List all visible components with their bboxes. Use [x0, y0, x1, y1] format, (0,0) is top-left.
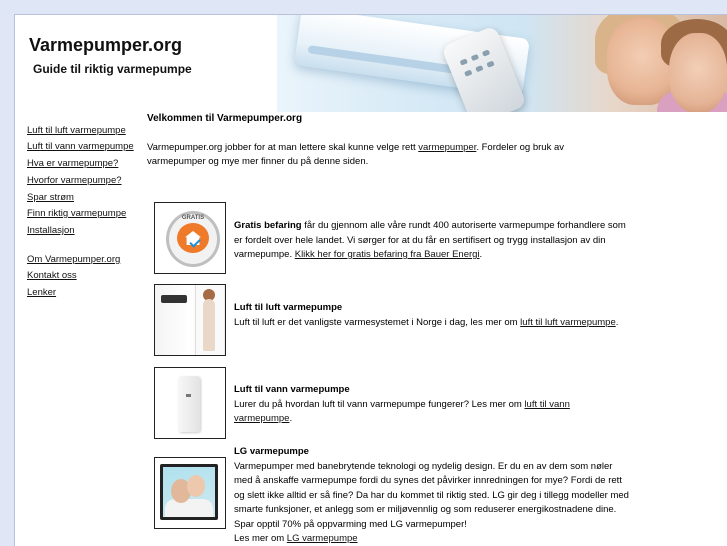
indoor-unit	[161, 295, 187, 303]
remote-button	[486, 61, 494, 68]
item-text-end: .	[289, 413, 293, 424]
gratis-befaring-link[interactable]: Klikk her for gratis befaring fra Bauer Energi	[294, 249, 480, 260]
item-text: Lurer du på hvordan luft til vann varmepumpe fungerer? Les mer om	[234, 398, 525, 410]
item-luft-til-vann	[234, 383, 629, 427]
luft-til-vann-image[interactable]	[154, 367, 226, 439]
luft-til-vann-link[interactable]: luft til vann varmepumpe	[234, 398, 570, 424]
item-text-end: .	[479, 249, 483, 260]
page	[14, 14, 727, 546]
item-text: Varmepumper med banebrytende teknologi og nydelig design. Er du en av dem som nøler med å anskaffe varmepumpe fordi du synes det påvirker innredningen for mye? Fordi de rett og slett ikke alltid er så fine? Da har du kommet til riktig sted. LG gir deg i tillegg modeller med smarte funksjoner, et anlegg som er miljøvennlig og som reduserer energikostnadene dine. Spar opptil 70% på oppvarming med LG varmepumper!	[234, 460, 629, 530]
nav-link-kontakt[interactable]: Kontakt oss	[27, 270, 77, 281]
item-title: Luft til luft varmepumpe	[234, 302, 343, 313]
remote-button	[464, 70, 472, 77]
remote-button	[475, 65, 483, 72]
item-title: LG varmepumpe	[234, 446, 309, 457]
intro-text-end: . Fordeler og bruk av varmepumper og mye mer finner du på denne siden.	[147, 142, 564, 167]
item-gratis-befaring	[234, 219, 629, 263]
item-title: Gratis befaring	[234, 220, 302, 231]
site-title[interactable]: Varmepumper.org	[29, 35, 183, 55]
item-text: får du gjennom alle våre rundt 400 autoriserte varmepumpe forhandlere som er fordelt over hele landet. Vi sørger for at du får en sertifisert og trygg installasjon av din varmepumpe.	[234, 220, 626, 260]
badge-circle	[166, 211, 220, 267]
item-title: Luft til vann varmepumpe	[234, 384, 350, 395]
remote-button	[482, 49, 490, 56]
item-text-end: .	[615, 316, 619, 328]
nav-link-hva-er[interactable]: Hva er varmepumpe?	[27, 158, 119, 169]
water-heater-unit	[178, 376, 200, 432]
header-banner-image	[277, 15, 727, 112]
nav-link-installasjon[interactable]: Installasjon	[27, 225, 75, 236]
intro-text-start: Varmepumper.org jobber for at man lettere skal kunne velge rett	[147, 142, 419, 153]
intro-text	[147, 141, 597, 169]
nav-link-hvorfor[interactable]: Hvorfor varmepumpe?	[27, 175, 122, 186]
intro-link-varmepumper[interactable]: varmepumper	[418, 142, 477, 153]
people-shirts	[165, 499, 213, 517]
luft-til-luft-link[interactable]: luft til luft varmepumpe	[520, 316, 616, 328]
remote-button	[460, 58, 468, 65]
nav-link-spar-strom[interactable]: Spar strøm	[27, 192, 74, 203]
girl-face	[669, 33, 727, 112]
badge-text: GRATIS	[181, 215, 205, 221]
nav-link-luft-til-vann[interactable]: Luft til vann varmepumpe	[27, 141, 134, 152]
nav-link-luft-til-luft[interactable]: Luft til luft varmepumpe	[27, 125, 126, 136]
heater-display	[186, 394, 191, 397]
item-more-text: Les mer om	[234, 533, 287, 544]
nav-link-om[interactable]: Om Varmepumper.org	[27, 254, 121, 265]
gratis-befaring-badge-image[interactable]	[154, 202, 226, 274]
badge-orange-circle	[177, 223, 209, 253]
header	[15, 15, 727, 112]
item-lg-varmepumpe	[234, 445, 629, 546]
nav-link-finn-riktig[interactable]: Finn riktig varmepumpe	[27, 208, 127, 219]
site-subtitle: Guide til riktig varmepumpe	[33, 62, 192, 76]
nav-link-lenker[interactable]: Lenker	[27, 287, 57, 298]
item-luft-til-luft	[234, 301, 629, 330]
page-heading: Velkommen til Varmepumper.org	[147, 113, 303, 124]
lg-varmepumpe-link[interactable]: LG varmepumpe	[286, 533, 358, 544]
lg-varmepumpe-image[interactable]	[154, 457, 226, 529]
luft-til-luft-image[interactable]	[154, 284, 226, 356]
item-text: Luft til luft er det vanligste varmesystemet i Norge i dag, les mer om	[234, 316, 521, 328]
person-figure	[203, 299, 215, 351]
boy-face	[187, 475, 205, 497]
remote-button	[471, 54, 479, 61]
picture-photo	[163, 467, 215, 517]
